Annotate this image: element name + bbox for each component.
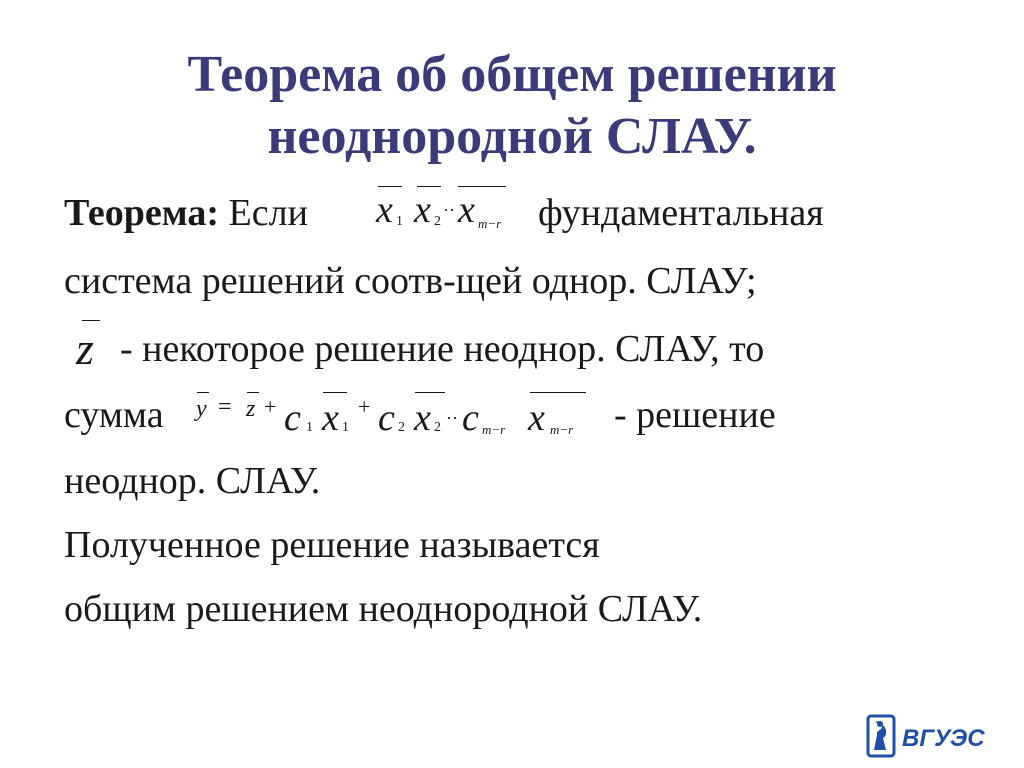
sub-xmr-b: m−r bbox=[550, 422, 574, 437]
theorem-line-2: система решений соотв-щей однор. СЛАУ; bbox=[64, 260, 757, 302]
plus-2: + bbox=[358, 394, 371, 419]
var-c2: c bbox=[378, 397, 395, 439]
logo-emblem-icon bbox=[862, 712, 992, 760]
plus-1: + bbox=[264, 394, 277, 419]
overline-x1 bbox=[378, 186, 402, 187]
university-logo bbox=[862, 712, 992, 760]
sub-x1-b: 1 bbox=[342, 420, 349, 435]
sub-1: 1 bbox=[396, 214, 403, 229]
theorem-line-1 bbox=[64, 190, 308, 236]
eq-sign: = bbox=[218, 394, 232, 420]
fundamental-word: фундаментальная bbox=[538, 192, 824, 234]
sum-word: сумма bbox=[64, 394, 164, 436]
var-x2: x bbox=[414, 189, 431, 231]
overline-x2-b bbox=[415, 392, 445, 393]
sub-c2: 2 bbox=[398, 420, 405, 435]
slide-title bbox=[0, 44, 1024, 168]
overline-z-small bbox=[247, 392, 259, 393]
var-y: y bbox=[196, 396, 207, 422]
title-line-1: Теорема об общем решении bbox=[187, 46, 837, 103]
theorem-label: Теорема: bbox=[64, 192, 220, 234]
title-line-2: неоднородной СЛАУ. bbox=[267, 108, 757, 165]
sub-cmr: m−r bbox=[482, 422, 506, 437]
overline-xmr-b bbox=[530, 392, 586, 393]
var-xmr-b: x bbox=[528, 397, 545, 439]
sub-c1: 1 bbox=[306, 420, 313, 435]
var-x1-b: x bbox=[322, 397, 339, 439]
overline-xmr bbox=[458, 186, 506, 187]
overline-x1-b bbox=[323, 392, 347, 393]
var-x1: x bbox=[376, 189, 393, 231]
if-word: Если bbox=[228, 192, 308, 234]
var-xmr: x bbox=[458, 189, 475, 231]
var-c1: c bbox=[284, 397, 301, 439]
theorem-line-3: - некоторое решение неоднор. СЛАУ, то bbox=[120, 328, 765, 370]
logo-text: ВГУЭС bbox=[902, 725, 985, 752]
sub-x2-b: 2 bbox=[434, 420, 441, 435]
theorem-line-7: общим решением неоднородной СЛАУ. bbox=[64, 588, 703, 630]
overline-y bbox=[197, 392, 209, 393]
sub-mr: m−r bbox=[478, 216, 502, 231]
overline-x2 bbox=[417, 186, 441, 187]
dots-2: ·· bbox=[446, 408, 458, 428]
var-cmr: c bbox=[462, 397, 479, 439]
sub-2: 2 bbox=[434, 214, 441, 229]
solution-word: - решение bbox=[614, 394, 776, 436]
var-x2-b: x bbox=[414, 397, 431, 439]
theorem-line-5: неоднор. СЛАУ. bbox=[64, 460, 321, 502]
var-z-small: z bbox=[246, 396, 256, 422]
dots-1: ·· bbox=[443, 200, 455, 220]
var-z: z bbox=[76, 323, 94, 374]
overline-z bbox=[82, 320, 100, 321]
theorem-line-6: Полученное решение называется bbox=[64, 524, 600, 566]
